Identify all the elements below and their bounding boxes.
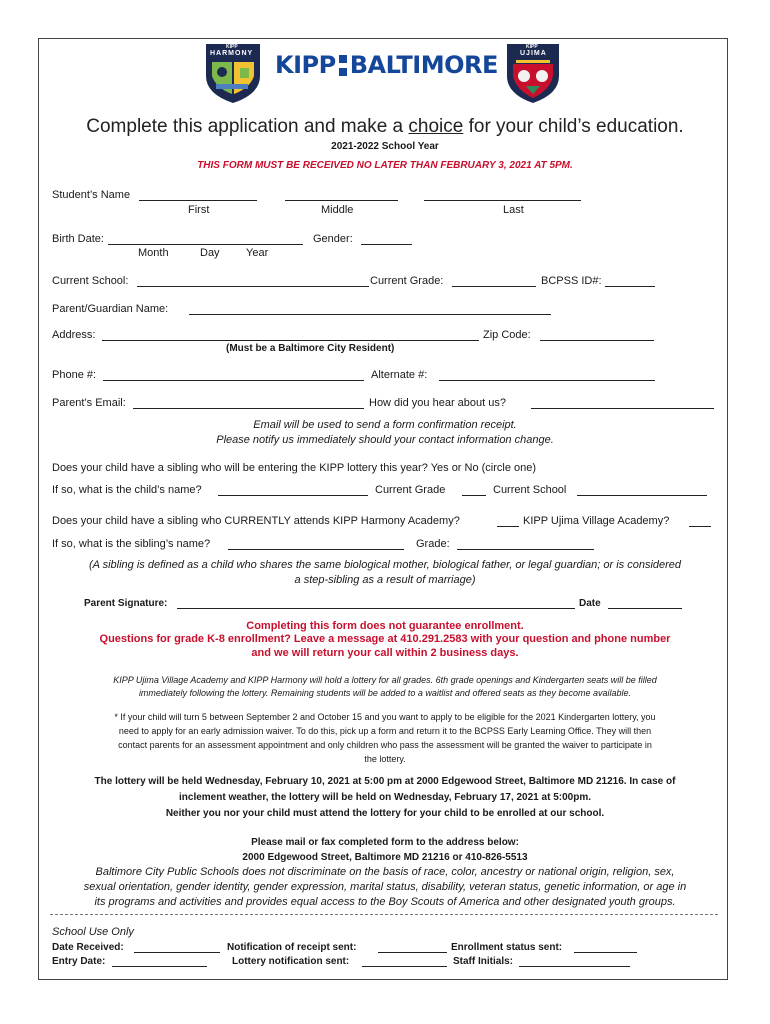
address-requirement: (Must be a Baltimore City Resident) <box>226 343 395 354</box>
sibling-school-field[interactable] <box>577 495 707 496</box>
lottery-sent-field[interactable] <box>362 966 447 967</box>
mail-instruction: Please mail or fax completed form to the address below: <box>251 837 519 848</box>
alternate-label: Alternate #: <box>371 369 428 381</box>
nondiscrimination-3: its programs and activities and provides equal access to the Boy Scouts of America and other designated youth groups. <box>94 896 676 908</box>
lottery-sent-label: Lottery notification sent: <box>232 956 350 967</box>
staff-initials-field[interactable] <box>519 966 630 967</box>
gender-field[interactable] <box>361 244 412 245</box>
how-heard-field[interactable] <box>531 408 714 409</box>
kindergarten-note-1: * If your child will turn 5 between September 2 and October 15 and you want to apply to be eligible for the 2021 Kindergarten lottery, you <box>114 712 656 722</box>
year-caption: Year <box>246 247 269 259</box>
first-name-field[interactable] <box>139 200 257 201</box>
deadline-notice: THIS FORM MUST BE RECEIVED NO LATER THAN FEBRUARY 3, 2021 AT 5PM. <box>197 160 573 171</box>
sibling-grade-field[interactable] <box>462 495 486 496</box>
sibling-definition-1: (A sibling is defined as a child who shares the same biological mother, biological father, or legal guardian; or is considered <box>88 559 682 571</box>
lottery-event-2: inclement weather, the lottery will be held on Wednesday, February 17, 2021 at 5:00pm. <box>179 792 591 803</box>
current-sibling-name-label: If so, what is the sibling’s name? <box>52 538 211 550</box>
kindergarten-note-3: contact parents for an assessment appointment and only children who pass the assessment will be granted the waiver to participate in <box>118 740 652 750</box>
kindergarten-note-2: need to apply for an early admission waiver. To do this, pick up a form and return it to the BCPSS Early Learning Office. They will then <box>118 726 652 736</box>
ujima-sibling-label: KIPP Ujima Village Academy? <box>523 515 670 527</box>
zip-label: Zip Code: <box>483 329 531 341</box>
parent-name-label: Parent/Guardian Name: <box>52 303 169 315</box>
sibling-current-question: Does your child have a sibling who CURRENTLY attends KIPP Harmony Academy? <box>52 515 460 527</box>
parent-email-label: Parent’s Email: <box>52 397 126 409</box>
harmony-sibling-field[interactable] <box>497 526 519 527</box>
sibling-grade-label: Current Grade <box>375 484 446 496</box>
parent-name-field[interactable] <box>189 314 551 315</box>
office-use-divider <box>50 914 718 915</box>
baltimore-wordmark: BALTIMORE <box>349 51 498 79</box>
middle-caption: Middle <box>321 204 354 216</box>
headline-part-2: for your child’s education. <box>463 116 684 137</box>
lottery-event-3: Neither you nor your child must attend the lottery for your child to be enrolled at our school. <box>165 808 605 819</box>
alternate-phone-field[interactable] <box>439 380 655 381</box>
current-school-label: Current School: <box>52 275 129 287</box>
callback-notice: and we will return your call within 2 business days. <box>251 647 519 659</box>
kipp-baltimore-logo <box>275 50 498 80</box>
first-caption: First <box>188 204 210 216</box>
email-note-2: Please notify us immediately should your contact information change. <box>216 434 554 446</box>
kipp-harmony-logo <box>202 42 264 104</box>
ujima-top-text: KIPP <box>526 44 538 50</box>
harmony-name-text: HARMONY <box>210 50 254 57</box>
ujima-sibling-field[interactable] <box>689 526 711 527</box>
questions-notice: Questions for grade K-8 enrollment? Leave a message at 410.291.2583 with your question and phone number <box>99 633 671 645</box>
sibling-name-field[interactable] <box>218 495 368 496</box>
receipt-sent-label: Notification of receipt sent: <box>227 942 357 953</box>
address-label: Address: <box>52 329 96 341</box>
current-grade-field[interactable] <box>452 286 536 287</box>
current-sibling-name-field[interactable] <box>228 549 404 550</box>
lottery-note-1: KIPP Ujima Village Academy and KIPP Harmony will hold a lottery for all grades. 6th grade openings and Kindergarten seats will be filled <box>113 675 657 685</box>
ujima-name-text: UJIMA <box>520 50 547 57</box>
enrollment-sent-field[interactable] <box>574 952 637 953</box>
month-caption: Month <box>138 247 169 259</box>
sibling-definition-2: a step-sibling as a result of marriage) <box>294 574 476 586</box>
bcpss-id-field[interactable] <box>605 286 655 287</box>
last-caption: Last <box>503 204 524 216</box>
staff-initials-label: Staff Initials: <box>453 956 514 967</box>
signature-date-label: Date <box>579 598 601 609</box>
birth-date-field[interactable] <box>108 244 303 245</box>
nondiscrimination-2: sexual orientation, gender identity, gender expression, marital status, disability, veteran status, genetic information, or age in <box>83 881 687 893</box>
headline-part-1: Complete this application and make a <box>86 116 409 137</box>
zip-field[interactable] <box>540 340 654 341</box>
phone-field[interactable] <box>103 380 364 381</box>
kipp-colon-mark <box>339 55 347 77</box>
signature-date-field[interactable] <box>608 608 682 609</box>
school-year: 2021-2022 School Year <box>331 141 439 152</box>
parent-signature-field[interactable] <box>177 608 575 609</box>
enrollment-sent-label: Enrollment status sent: <box>451 942 563 953</box>
sibling-name-label: If so, what is the child’s name? <box>52 484 202 496</box>
current-sibling-grade-label: Grade: <box>416 538 450 550</box>
headline-choice: choice <box>408 116 464 137</box>
gender-label: Gender: <box>313 233 353 245</box>
receipt-sent-field[interactable] <box>378 952 447 953</box>
current-grade-label: Current Grade: <box>370 275 444 287</box>
mail-address: 2000 Edgewood Street, Baltimore MD 21216 or 410-826-5513 <box>242 852 528 863</box>
middle-name-field[interactable] <box>285 200 398 201</box>
kindergarten-note-4: the lottery. <box>364 754 406 764</box>
address-field[interactable] <box>102 340 479 341</box>
lottery-note-2: immediately following the lottery. Remaining students will be added to a waitlist and offered seats as they become available. <box>138 688 632 698</box>
page-title <box>0 116 770 138</box>
harmony-top-text: KIPP <box>226 44 238 50</box>
sibling-lottery-question: Does your child have a sibling who will be entering the KIPP lottery this year? Yes or No (circle one) <box>52 462 537 474</box>
bcpss-id-label: BCPSS ID#: <box>541 275 602 287</box>
nondiscrimination-1: Baltimore City Public Schools does not discriminate on the basis of race, color, ancestry or national origin, religion, sex, <box>95 866 675 878</box>
date-received-label: Date Received: <box>52 942 124 953</box>
date-received-field[interactable] <box>134 952 220 953</box>
parent-email-field[interactable] <box>133 408 364 409</box>
birth-date-label: Birth Date: <box>52 233 104 245</box>
kipp-ujima-logo <box>504 42 562 104</box>
no-guarantee-notice: Completing this form does not guarantee enrollment. <box>246 620 524 632</box>
kipp-wordmark: KIPP <box>275 51 336 79</box>
email-note-1: Email will be used to send a form confirmation receipt. <box>253 419 517 431</box>
current-school-field[interactable] <box>137 286 369 287</box>
current-sibling-grade-field[interactable] <box>457 549 594 550</box>
day-caption: Day <box>200 247 220 259</box>
last-name-field[interactable] <box>424 200 581 201</box>
school-use-title: School Use Only <box>52 926 134 938</box>
phone-label: Phone #: <box>52 369 97 381</box>
parent-signature-label: Parent Signature: <box>84 598 168 609</box>
sibling-school-label: Current School <box>493 484 567 496</box>
entry-date-label: Entry Date: <box>52 956 106 967</box>
lottery-event-1: The lottery will be held Wednesday, February 10, 2021 at 5:00 pm at 2000 Edgewood Street, Baltimore MD 21216. In case of <box>94 776 676 787</box>
how-heard-label: How did you hear about us? <box>369 397 506 409</box>
student-name-label: Student’s Name <box>52 189 131 201</box>
entry-date-field[interactable] <box>112 966 207 967</box>
